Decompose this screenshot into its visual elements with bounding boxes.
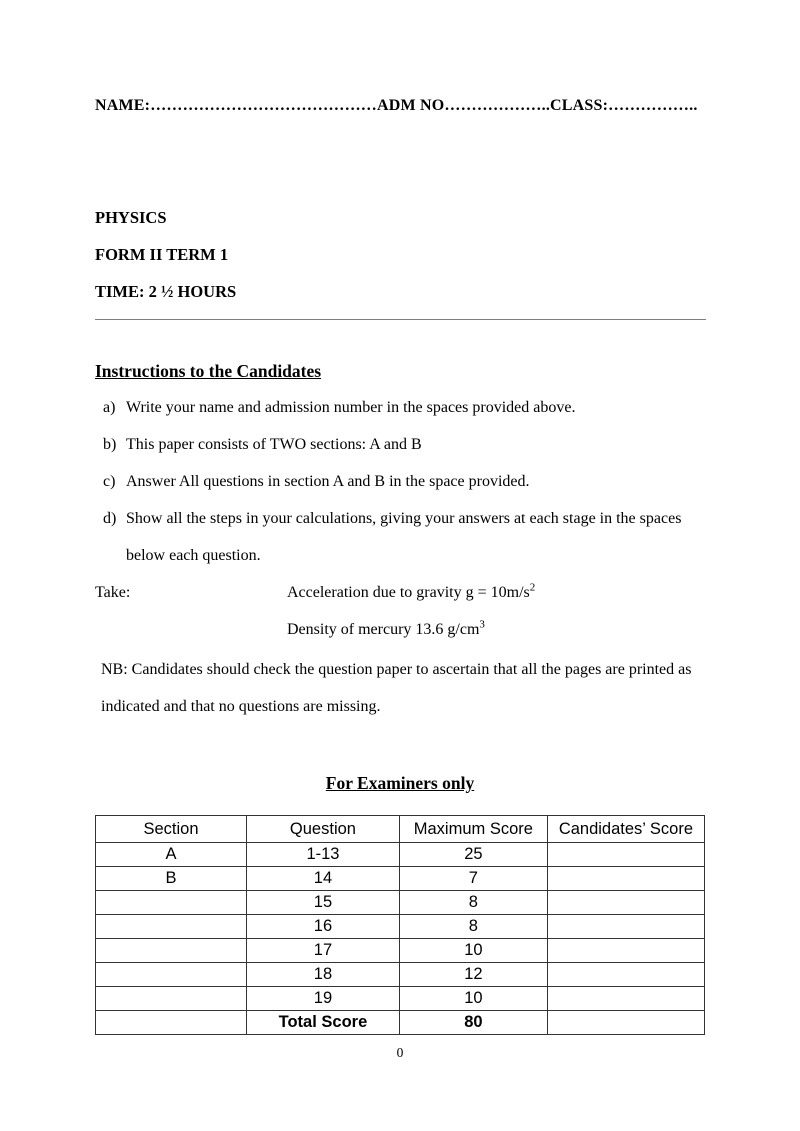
instructions-list [95,389,705,574]
nb-note [101,651,705,725]
table-cell: Total Score [247,1011,400,1035]
header-divider [95,319,706,320]
table-cell [96,987,247,1011]
table-cell [547,987,704,1011]
table-row [96,1011,705,1035]
table-cell [547,963,704,987]
table-cell: 25 [399,843,547,867]
table-cell: 18 [247,963,400,987]
density-exponent: 3 [479,618,485,631]
gravity-constant [287,574,535,611]
instruction-text: Show all the steps in your calculations, giving your answers at each stage in the spaces [126,510,682,527]
table-cell [96,915,247,939]
page-number: 0 [396,1045,404,1060]
instructions-heading: Instructions to the Candidates [95,361,322,381]
column-header-candidates-score: Candidates’ Score [547,816,704,843]
table-cell: 16 [247,915,400,939]
table-cell [96,891,247,915]
instruction-text: Write your name and admission number in the spaces provided above. [126,399,576,416]
constant-row-gravity [95,574,705,611]
density-constant-text: Density of mercury 13.6 g/cm [287,621,480,638]
take-label-spacer [95,611,287,648]
table-cell [96,939,247,963]
table-row [96,939,705,963]
gravity-constant-text: Acceleration due to gravity g = 10m/s [287,584,530,601]
instruction-label: a) [103,399,116,416]
column-header-maximum-score: Maximum Score [399,816,547,843]
table-cell: 17 [247,939,400,963]
instruction-text-continued: below each question. [126,547,261,564]
table-row [96,987,705,1011]
constants-block [95,574,705,648]
table-cell [547,1011,704,1035]
examiners-score-table [95,815,705,1035]
column-header-section: Section [96,816,247,843]
name-adm-class-line: NAME:……………………………………ADM NO………………..CLASS:…………….. [95,97,698,114]
take-label: Take: [95,584,131,601]
table-row [96,891,705,915]
table-row [96,867,705,891]
table-cell: 15 [247,891,400,915]
instruction-label: b) [103,436,117,453]
table-cell: 7 [399,867,547,891]
table-cell [547,867,704,891]
instruction-label: d) [103,510,117,527]
examiners-table-body [96,843,705,1035]
table-cell: 14 [247,867,400,891]
nb-note-line-1: NB: Candidates should check the question paper to ascertain that all the pages are printed as [101,661,692,678]
table-cell [547,915,704,939]
time-allowed: TIME: 2 ½ HOURS [95,282,237,301]
table-cell: B [96,867,247,891]
table-cell: 12 [399,963,547,987]
gravity-exponent: 2 [529,581,536,594]
density-constant [287,611,485,648]
table-cell: 19 [247,987,400,1011]
instruction-text: Answer All questions in section A and B in the space provided. [126,473,530,490]
nb-note-line-2: indicated and that no questions are missing. [101,698,381,715]
examiners-heading: For Examiners only [325,773,475,793]
paper-title-block [95,208,705,301]
table-row [96,843,705,867]
instruction-item-d [95,500,705,574]
table-row [96,963,705,987]
table-cell: 8 [399,891,547,915]
table-cell [547,843,704,867]
table-cell: 10 [399,939,547,963]
table-cell: 80 [399,1011,547,1035]
table-cell: A [96,843,247,867]
table-cell [96,963,247,987]
table-cell [96,1011,247,1035]
table-header-row [96,816,705,843]
subject-title: PHYSICS [95,208,167,227]
instruction-text: This paper consists of TWO sections: A and B [126,436,422,453]
table-row [96,915,705,939]
instruction-item-c [95,463,705,500]
column-header-question: Question [247,816,400,843]
table-cell: 10 [399,987,547,1011]
table-cell: 8 [399,915,547,939]
table-cell: 1-13 [247,843,400,867]
instruction-item-b [95,426,705,463]
instruction-label: c) [103,473,116,490]
constant-row-density [95,611,705,648]
table-cell [547,939,704,963]
instruction-item-a [95,389,705,426]
table-cell [547,891,704,915]
form-term-title: FORM II TERM 1 [95,245,229,264]
